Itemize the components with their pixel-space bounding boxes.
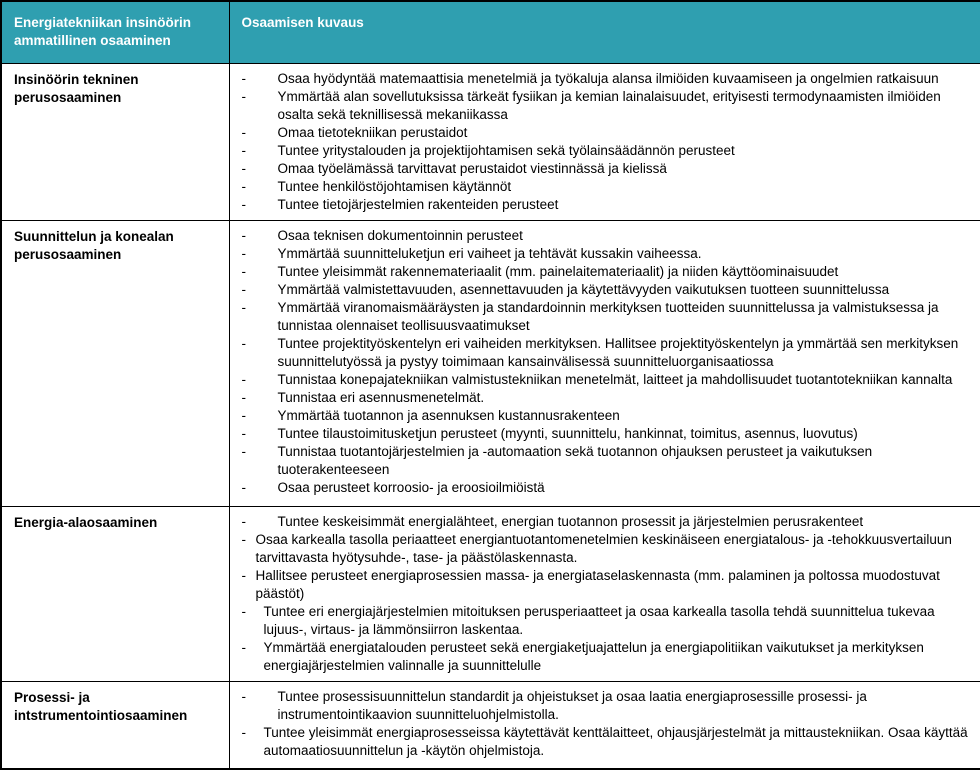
list-item — [242, 389, 971, 407]
list-item — [242, 88, 971, 124]
item-text: Ymmärtää valmistettavuuden, asennettavuuden ja käytettävyyden vaikutuksen tuotteen suunnittelussa — [277, 281, 890, 297]
bullet-dash: - — [241, 371, 246, 387]
list-item — [242, 479, 971, 497]
bullet-dash: - — [241, 196, 246, 212]
list-item — [242, 335, 971, 371]
list-item — [242, 688, 971, 724]
list-item — [242, 443, 971, 479]
bullet-dash: - — [241, 425, 246, 441]
list-item — [242, 567, 971, 603]
item-text: Tuntee yleisimmät rakennemateriaalit (mm. painelaitemateriaalit) ja niiden käyttöominaisuudet — [277, 263, 839, 279]
list-item — [242, 160, 971, 178]
bullet-dash: - — [241, 567, 246, 583]
item-text: Tuntee keskeisimmät energialähteet, energian tuotannon prosessit ja järjestelmien perusrakenteet — [277, 513, 864, 529]
list-item — [242, 178, 971, 196]
table-row — [1, 506, 980, 681]
table-row — [1, 220, 980, 506]
table-header — [1, 1, 980, 63]
bullet-dash: - — [241, 389, 246, 405]
item-text: Tunnistaa eri asennusmenetelmät. — [277, 389, 485, 405]
item-text: Tuntee prosessisuunnittelun standardit ja ohjeistukset ja osaa laatia energiaprosessille prosessi- ja instrumentointikaavion suunnitteluohjelmistolla. — [277, 688, 867, 722]
description-cell — [229, 506, 980, 681]
bullet-dash: - — [241, 124, 246, 140]
item-text: Omaa tietotekniikan perustaidot — [277, 124, 468, 140]
item-text: Tuntee yritystalouden ja projektijohtamisen sekä työlainsäädännön perusteet — [277, 142, 735, 158]
bullet-dash: - — [241, 160, 246, 176]
item-text: Osaa karkealla tasolla periaatteet energiantuotantomenetelmien keskinäiseen energiatalous- ja -tehokkuusvertailuun tarvittavasta hyötysuhde-, tase- ja päästölaskennasta. — [255, 531, 952, 565]
item-list — [242, 227, 971, 497]
list-item — [242, 513, 971, 531]
bullet-dash: - — [241, 443, 246, 459]
item-list — [242, 70, 971, 214]
bullet-dash: - — [241, 70, 246, 86]
bullet-dash: - — [241, 335, 246, 351]
item-text: Tuntee yleisimmät energiaprosesseissa käytettävät kenttälaitteet, ohjausjärjestelmät ja mittaustekniikan. Osaa käyttää automaatiosuunnittelun ja -käytön ohjelmistoja. — [263, 724, 968, 758]
table-row — [1, 681, 980, 769]
item-text: Osaa perusteet korroosio- ja eroosioilmiöistä — [277, 479, 545, 495]
list-item — [242, 299, 971, 335]
bullet-dash: - — [241, 263, 246, 279]
list-item — [242, 245, 971, 263]
item-text: Ymmärtää energiatalouden perusteet sekä energiaketjuajattelun ja energiapolitiikan vaikutukset ja merkityksen energiajärjestelmien valinnalle ja suunnittelulle — [263, 639, 924, 673]
list-item — [242, 603, 971, 639]
item-text: Osaa hyödyntää matemaattisia menetelmiä ja työkaluja alansa ilmiöiden kuvaamiseen ja ongelmien ratkaisuun — [277, 70, 939, 86]
list-item — [242, 639, 971, 675]
description-cell — [229, 220, 980, 506]
table-row — [1, 63, 980, 220]
bullet-dash: - — [241, 245, 246, 261]
competence-cell: Suunnittelun ja konealan perusosaaminen — [1, 220, 229, 506]
list-item — [242, 281, 971, 299]
bullet-dash: - — [241, 407, 246, 423]
list-item — [242, 407, 971, 425]
bullet-dash: - — [241, 639, 246, 655]
item-text: Tuntee tilaustoimitusketjun perusteet (myynti, suunnittelu, hankinnat, toimitus, asennus, luovutus) — [277, 425, 858, 441]
table-body — [1, 63, 980, 769]
item-text: Ymmärtää alan sovellutuksissa tärkeät fysiikan ja kemian lainalaisuudet, erityisesti termodynaamisten ilmiöiden osalta sekä teknillisessä mekaniikassa — [277, 88, 941, 122]
bullet-dash: - — [241, 531, 246, 547]
bullet-dash: - — [241, 513, 246, 529]
list-item — [242, 142, 971, 160]
header-row — [1, 1, 980, 63]
list-item — [242, 425, 971, 443]
item-list — [242, 688, 971, 760]
bullet-dash: - — [241, 88, 246, 104]
bullet-dash: - — [241, 603, 246, 619]
item-text: Tunnistaa tuotantojärjestelmien ja -automaation sekä tuotannon ohjauksen perusteet ja vaikutuksen tuoterakenteeseen — [277, 443, 873, 477]
competence-cell: Prosessi- ja intstrumentointiosaaminen — [1, 681, 229, 769]
item-text: Tuntee projektityöskentelyn eri vaiheiden merkityksen. Hallitsee projektityöskentelyn ja ymmärtää sen merkityksen suunnittelutyössä ja pystyy toimimaan kansainvälisessä suunnitteluorganisaatiossa — [277, 335, 959, 369]
list-item — [242, 124, 971, 142]
bullet-dash: - — [241, 724, 246, 740]
item-text: Osaa teknisen dokumentoinnin perusteet — [277, 227, 523, 243]
bullet-dash: - — [241, 178, 246, 194]
competence-cell: Insinöörin tekninen perusosaaminen — [1, 63, 229, 220]
item-text: Tunnistaa konepajatekniikan valmistustekniikan menetelmät, laitteet ja mahdollisuudet tuotantotekniikan kannalta — [277, 371, 953, 387]
bullet-dash: - — [241, 227, 246, 243]
header-cell-description: Osaamisen kuvaus — [229, 1, 980, 63]
bullet-dash: - — [241, 688, 246, 704]
item-text: Ymmärtää viranomaismääräysten ja standardoinnin merkityksen tuotteiden suunnittelussa ja valmistuksessa ja tunnistaa olennaiset teollisuusvaatimukset — [277, 299, 939, 333]
item-text: Tuntee tietojärjestelmien rakenteiden perusteet — [277, 196, 559, 212]
bullet-dash: - — [241, 479, 246, 495]
description-cell — [229, 681, 980, 769]
list-item — [242, 371, 971, 389]
list-item — [242, 227, 971, 245]
item-text: Tuntee henkilöstöjohtamisen käytännöt — [277, 178, 512, 194]
item-text: Omaa työelämässä tarvittavat perustaidot viestinnässä ja kielissä — [277, 160, 667, 176]
list-item — [242, 70, 971, 88]
description-cell — [229, 63, 980, 220]
item-list — [242, 513, 971, 675]
item-text: Ymmärtää suunnitteluketjun eri vaiheet ja tehtävät kussakin vaiheessa. — [277, 245, 702, 261]
bullet-dash: - — [241, 142, 246, 158]
list-item — [242, 196, 971, 214]
list-item — [242, 263, 971, 281]
bullet-dash: - — [241, 281, 246, 297]
competence-cell: Energia-alaosaaminen — [1, 506, 229, 681]
header-cell-competence: Energiatekniikan insinöörin ammatillinen osaaminen — [1, 1, 229, 63]
item-text: Ymmärtää tuotannon ja asennuksen kustannusrakenteen — [277, 407, 620, 423]
item-text: Hallitsee perusteet energiaprosessien massa- ja energiataselaskennasta (mm. palaminen ja poltossa muodostuvat päästöt) — [255, 567, 940, 601]
item-text: Tuntee eri energiajärjestelmien mitoituksen perusperiaatteet ja osaa karkealla tasolla tehdä suunnittelua tukevaa lujuus-, virtaus- ja lämmönsiirron laskentaa. — [263, 603, 935, 637]
list-item — [242, 724, 971, 760]
list-item — [242, 531, 971, 567]
bullet-dash: - — [241, 299, 246, 315]
